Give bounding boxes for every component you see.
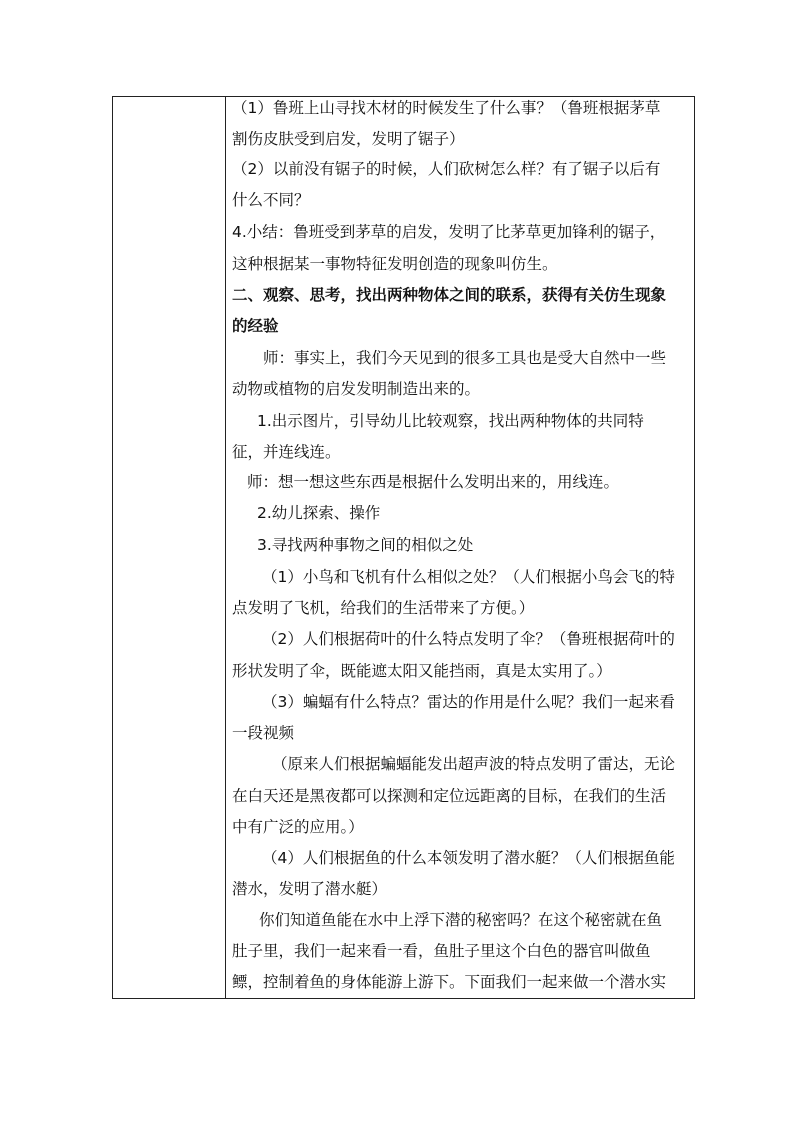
text-line: 你们知道鱼能在水中上浮下潜的秘密吗？在这个秘密就在鱼 xyxy=(259,911,663,929)
text-line: 什么不同？ xyxy=(232,191,310,209)
text-line: 潜水，发明了潜水艇） xyxy=(232,880,388,898)
text-line: 师：想一想这些东西是根据什么发明出来的，用线连。 xyxy=(247,473,620,491)
text-line: 形状发明了伞，既能遮太阳又能挡雨，真是太实用了。） xyxy=(232,662,612,680)
text-line: 一段视频 xyxy=(232,724,295,742)
text-line: 鳔，控制着鱼的身体能游上游下。下面我们一起来做一个潜水实 xyxy=(232,973,667,991)
text-line: （原来人们根据蝙蝠能发出超声波的特点发明了雷达，无论 xyxy=(272,755,676,773)
text-line: 在白天还是黑夜都可以探测和定位远距离的目标，在我们的生活 xyxy=(232,787,667,805)
content-cell xyxy=(226,97,694,998)
section-heading: 的经验 xyxy=(232,317,279,335)
left-column-cell xyxy=(113,97,226,998)
text-line: 动物或植物的启发发明制造出来的。 xyxy=(232,380,481,398)
text-line: （1）鲁班上山寻找木材的时候发生了什么事？（鲁班根据茅草 xyxy=(232,99,661,117)
section-heading: 二、观察、思考，找出两种物体之间的联系，获得有关仿生现象 xyxy=(232,286,667,304)
text-line: 2.幼儿探索、操作 xyxy=(257,504,381,522)
text-line: 肚子里，我们一起来看一看，鱼肚子里这个白色的器官叫做鱼 xyxy=(232,942,651,960)
text-line: 中有广泛的应用。） xyxy=(232,818,364,836)
text-line: 3.寻找两种事物之间的相似之处 xyxy=(257,536,474,554)
lesson-table xyxy=(112,96,695,999)
text-line: （2）人们根据荷叶的什么特点发明了伞？（鲁班根据荷叶的 xyxy=(262,630,675,648)
text-line: 1.出示图片，引导幼儿比较观察，找出两种物体的共同特 xyxy=(257,412,644,430)
text-line: （4）人们根据鱼的什么本领发明了潜水艇？（人们根据鱼能 xyxy=(262,849,675,867)
text-line: （2）以前没有锯子的时候，人们砍树怎么样？有了锯子以后有 xyxy=(232,160,661,178)
text-line: （1）小鸟和飞机有什么相似之处？（人们根据小鸟会飞的特 xyxy=(262,568,675,586)
text-line: 这种根据某一事物特征发明创造的现象叫仿生。 xyxy=(232,255,558,273)
text-line: 征，并连线连。 xyxy=(232,443,341,461)
text-line: （3）蝙蝠有什么特点？雷达的作用是什么呢？我们一起来看 xyxy=(262,693,675,711)
text-line: 割伤皮肤受到启发，发明了锯子） xyxy=(232,130,465,148)
text-line: 师：事实上，我们今天见到的很多工具也是受大自然中一些 xyxy=(263,349,667,367)
text-line: 4.小结：鲁班受到茅草的启发，发明了比茅草更加锋利的锯子， xyxy=(232,223,666,241)
text-line: 点发明了飞机，给我们的生活带来了方便。） xyxy=(232,599,535,617)
